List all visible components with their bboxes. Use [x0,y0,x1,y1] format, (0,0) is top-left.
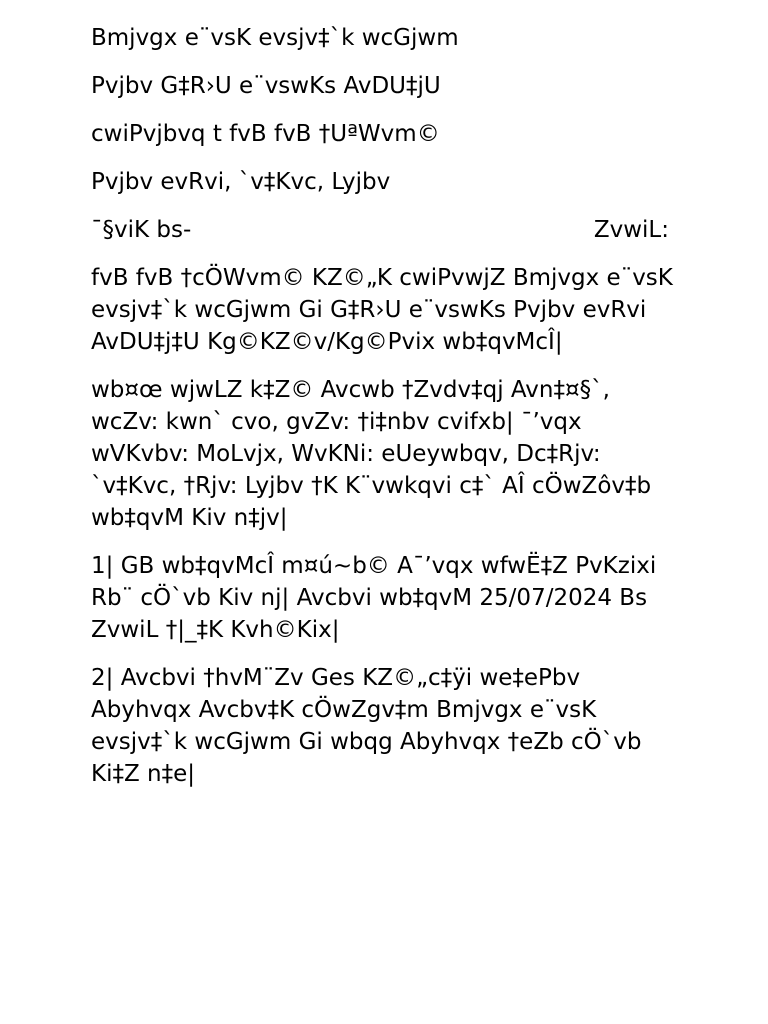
memo-row [91,214,681,246]
header-outlet-name: Pvjbv G‡R›U e¨vswKs AvDU‡jU [91,73,441,99]
header-operator-name: cwiPvjbvq t fvB fvB †UªWvm© [91,121,440,147]
clause-1-paragraph: 1| GB wb‡qvMcÎ m¤ú~b© A¯’vqx wfwË‡Z PvKzixi Rb¨ cÖ`vb Kiv nj| Avcbvi wb‡qvM 25/07/2024 Bs ZvwiL †|_‡K Kvh©Kix| [91,553,664,643]
header-address: Pvjbv evRvi, `v‡Kvc, Lyjbv [91,169,391,195]
date-label: ZvwiL: [593,217,669,243]
clause-2-paragraph: 2| Avcbvi †hvM¨Zv Ges KZ©„c‡ÿi we‡ePbv Abyhvqx Avcbv‡K cÖwZgv‡m Bmjvgx e¨vsK evsjv‡`k wcGjwm Gi wbqg Abyhvqx †eZb cÖ`vb Ki‡Z n‡e| [91,665,649,787]
appointment-letter [91,22,681,806]
header-organization-name: Bmjvgx e¨vsK evsjv‡`k wcGjwm [91,25,459,51]
appointment-paragraph: wb¤œ wjwLZ k‡Z© Avcwb †Zvdv‡qj Avn‡¤§`, wcZv: kwn` cvo, gvZv: †i‡nbv cvifxb| ¯’vqx wVKvbv: MoLvjx, WvKNi: eUeywbqv, Dc‡Rjv: `v‡Kvc, †Rjv: Lyjbv †K K¨vwkqvi c‡` AÎ cÖwZôv‡b wb‡qvM Kiv n‡jv| [91,377,659,531]
subject-paragraph: fvB fvB †cÖWvm© KZ©„K cwiPvwjZ Bmjvgx e¨vsK evsjv‡`k wcGjwm Gi G‡R›U e¨vswKs Pvjbv evRvi AvDU‡j‡U Kg©KZ©v/Kg©Pvix wb‡qvMcÎ| [91,265,681,355]
memo-number-label: ¯§viK bs- [91,217,192,243]
